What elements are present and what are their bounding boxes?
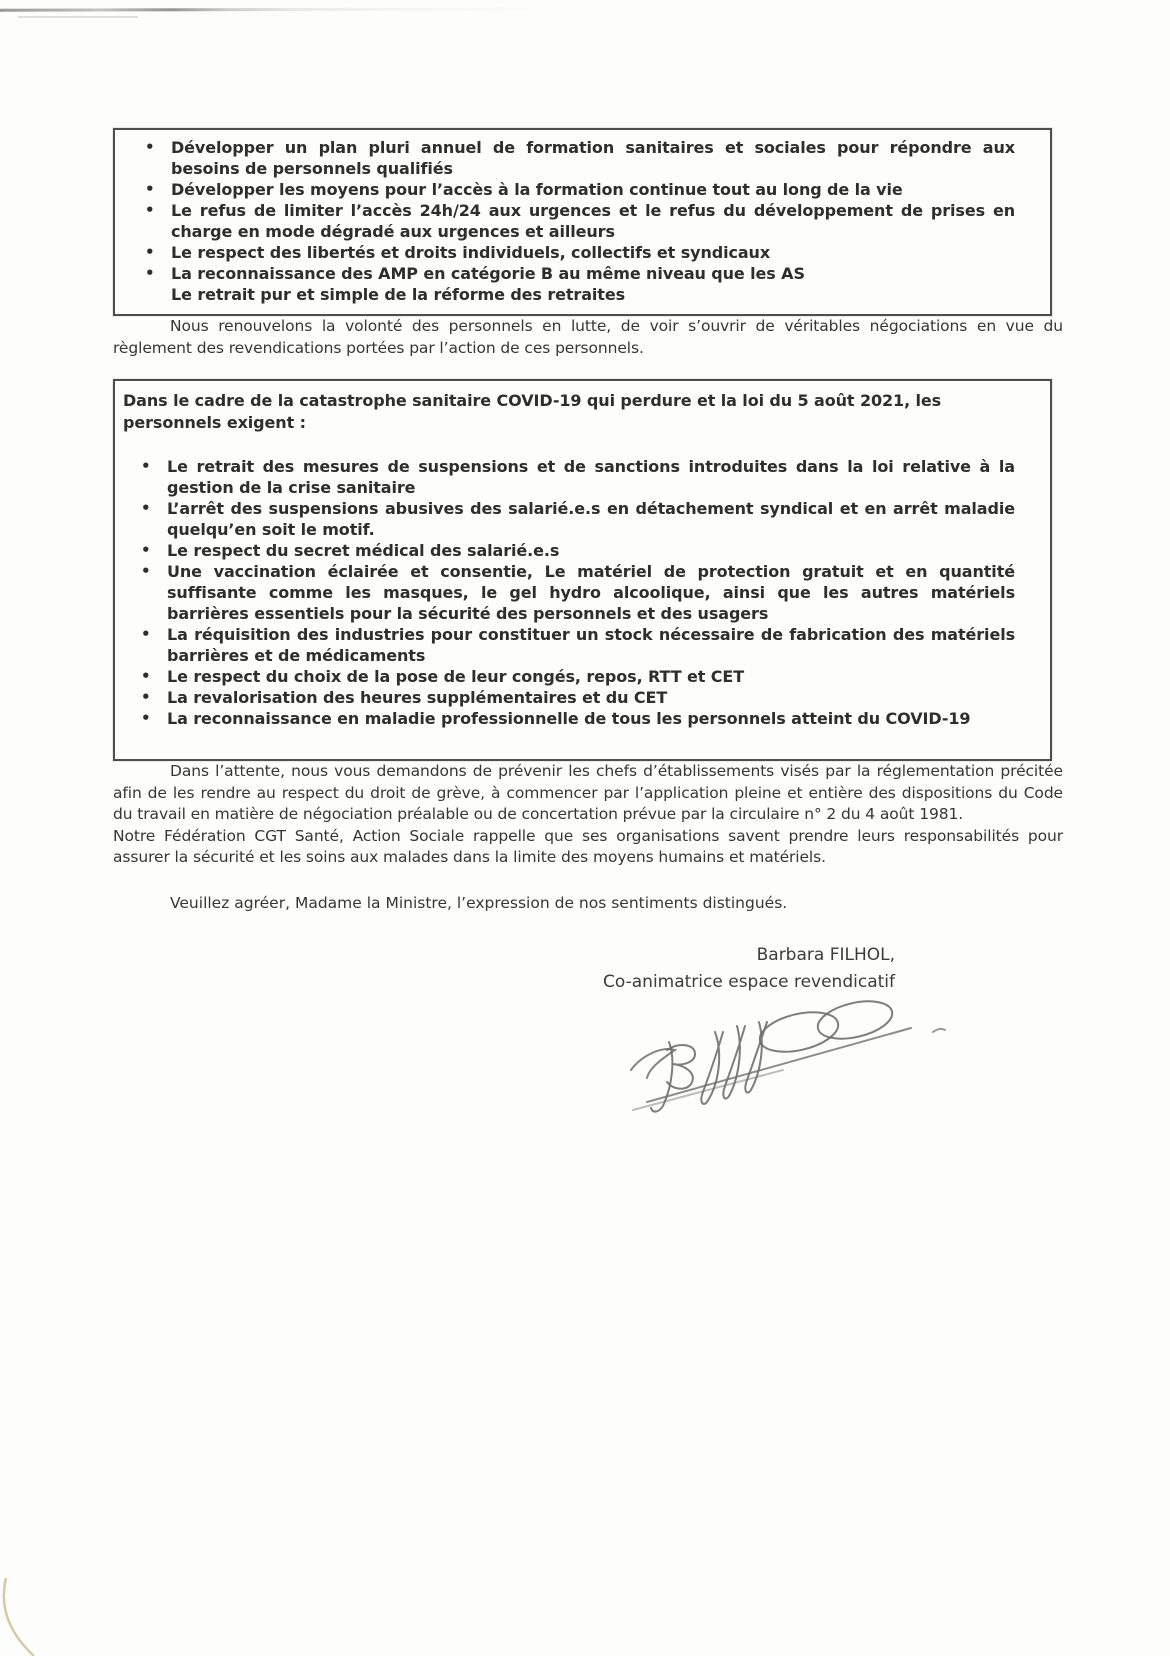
- scan-artifact-top-2: [18, 16, 138, 18]
- handwritten-signature-image: [603, 998, 947, 1116]
- demands-list-covid: [123, 456, 1035, 729]
- demand-item: • L’arrêt des suspensions abusives des salarié.e.s en détachement syndical et en arrêt maladie quelqu’en soit le motif.: [167, 498, 1015, 540]
- scan-artifact-top: [0, 7, 565, 11]
- signatory-name: Barbara FILHOL,: [756, 945, 895, 965]
- demand-item: • Le respect du choix de la pose de leur congés, repos, RTT et CET: [167, 666, 1015, 687]
- paragraph-negotiations: Nous renouvelons la volonté des personnels en lutte, de voir s’ouvrir de véritables négociations en vue du règlement des revendications portées par l’action de ces personnels.: [113, 317, 1063, 357]
- demand-item: • La réquisition des industries pour constituer un stock nécessaire de fabrication des matériels barrières et de médicaments: [167, 624, 1015, 666]
- demand-item: • La reconnaissance en maladie professionnelle de tous les personnels atteint du COVID-19: [167, 708, 1015, 729]
- demand-item: • Développer les moyens pour l’accès à la formation continue tout au long de la vie: [171, 179, 1015, 200]
- demand-item: • Le retrait des mesures de suspensions et de sanctions introduites dans la loi relative à la gestion de la crise sanitaire: [167, 456, 1015, 498]
- demand-item: • Une vaccination éclairée et consentie, Le matériel de protection gratuit et en quantité suffisante comme les masques, le gel hydro alcoolique, ainsi que les autres matériels barrières essentiels pour la sécurité des personnels et des usagers: [167, 561, 1015, 624]
- scan-artifact-bottom-arc: [0, 1578, 42, 1656]
- letter-content: [113, 128, 1063, 1116]
- demand-item: • Le respect des libertés et droits individuels, collectifs et syndicaux: [171, 242, 1015, 263]
- demands-list-strike: [127, 137, 1035, 305]
- signature-block: [113, 942, 1063, 996]
- closing-formula: Veuillez agréer, Madame la Ministre, l’expression de nos sentiments distingués.: [170, 893, 788, 912]
- signatory-title: Co-animatrice espace revendicatif: [603, 972, 895, 992]
- demand-item: • Le respect du secret médical des salarié.e.s: [167, 540, 1015, 561]
- demand-item: • La reconnaissance des AMP en catégorie B au même niveau que les AS: [171, 263, 1015, 284]
- demand-item: Le retrait pur et simple de la réforme des retraites: [171, 285, 626, 304]
- demands-box-covid: [113, 379, 1052, 761]
- demand-item: • Le refus de limiter l’accès 24h/24 aux urgences et le refus du développement de prises en charge en mode dégradé aux urgences et ailleurs: [171, 200, 1015, 242]
- demand-item: • Développer un plan pluri annuel de formation sanitaires et sociales pour répondre aux besoins de personnels qualifiés: [171, 137, 1015, 179]
- demand-item: • La revalorisation des heures supplémentaires et du CET: [167, 687, 1015, 708]
- paragraph-droit-de-greve: Dans l’attente, nous vous demandons de prévenir les chefs d’établissements visés par la réglementation précitée afin de les rendre au respect du droit de grève, à commencer par l’application pleine et entière des dispositions du Code du travail en matière de négociation préalable ou de concertation prévue par la circulaire n° 2 du 4 août 1981.: [113, 762, 1063, 823]
- demands-box-strike: [113, 128, 1052, 316]
- paragraph-federation: Notre Fédération CGT Santé, Action Sociale rappelle que ses organisations savent prendre leurs responsabilités pour assurer la sécurité et les soins aux malades dans la limite des moyens humains et matériels.: [113, 826, 1063, 866]
- covid-box-heading: Dans le cadre de la catastrophe sanitaire COVID-19 qui perdure et la loi du 5 août 2021, les personnels exigent :: [123, 391, 942, 432]
